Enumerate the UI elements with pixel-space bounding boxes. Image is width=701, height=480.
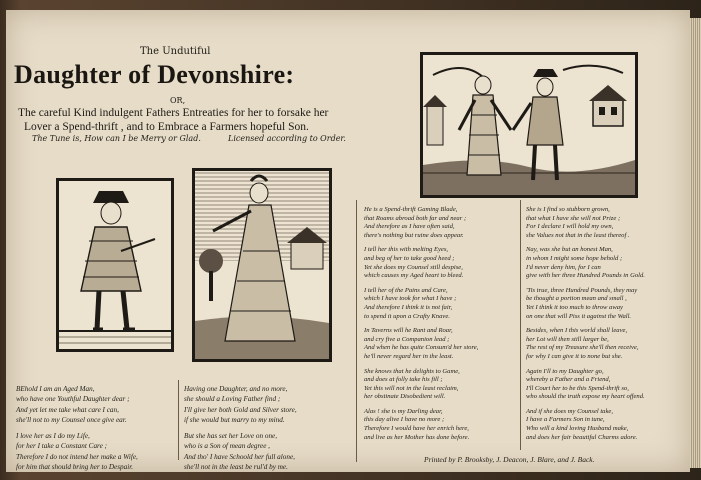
verse-line: and cry five a Companion lead ; [364,335,450,343]
verse-line: He is a Spend-thrift Gaming Blade, [364,206,458,213]
verse-line: The rest of my Treasure she'll then receive, [526,344,639,352]
lady-woodcut-drawing [195,171,329,359]
verse-line: Therefore I would have her enrich here, [364,425,469,433]
verse-line: I love her as I do my Life, [16,432,90,441]
couple-woodcut [420,52,638,198]
license-note: Licensed according to Order. [228,134,346,143]
verse-line: that what I have she will not Prize ; [526,214,621,222]
verse-line: She is I find so stubborn grown, [526,206,610,213]
verse-line: Yet she does my Counsel still despise, [364,263,463,271]
verse-line: And therefore as I have often said, [364,223,455,231]
verse-column-3 [364,206,478,442]
verse-line: Again I'll to my Daughter go, [526,367,604,375]
verse-line: Therefore I do not intend her make a Wife, [16,452,138,461]
verse-line: she'll not in the least be rul'd by me. [184,463,288,472]
verse-line: and beg of her to take good heed ; [364,254,455,262]
verse-line: she should a Loving Father find ; [184,395,281,404]
lady-woodcut [192,168,332,362]
verse-line: for him that should bring her to Despair. [16,463,134,472]
verse-line: In Taverns will he Rant and Roar, [364,327,453,335]
verse-line: And tho' I have Schoold her full alone, [184,452,295,461]
page-title: Daughter of Devonshire: [14,60,295,89]
verse-line: he'll never regard her in the least. [364,352,454,360]
column-divider [356,200,357,462]
verse-line: And yet let me take what care I can, [16,405,119,414]
verse-line: her Lot will then still larger be, [526,335,609,343]
verse-column-1 [16,384,138,472]
verse-line: which causes my Aged heart to bleed. [364,272,464,280]
verse-line: for why I can give it to none but she. [526,352,623,360]
subtitle [18,106,378,134]
verse-line: her obstinate Disobedient will. [364,393,446,401]
verse-line: be thought a portion mean and small , [526,295,627,303]
verse-line: who is a Son of mean degree , [184,442,270,451]
verse-line: Alas ! she is my Darling dear, [364,407,443,415]
verse-line: I'll Court her to be this Spend-thrift so, [526,384,629,392]
verse-line: I have a Farmers Son in tune, [526,416,605,424]
verse-line: give with her three Hundred Pounds in Gold. [526,272,645,280]
verse-line: this day alive I have no more ; [364,416,445,424]
verse-line: Besides, when I this world shall leave, [526,327,628,335]
verse-line: Yet this will not in the least reclaim, [364,384,459,392]
verse-line: But she has set her Love on one, [184,432,278,441]
verse-line: she Values not that in the least thereof . [526,231,630,239]
title-prefix: The Undutiful [140,46,211,57]
imprint: Printed by P. Brooksby, J. Deacon, J. Blare, and J. Back. [424,455,595,464]
verse-line: and does her fair beautiful Charms adore. [526,433,638,441]
verse-line: And when he has quite Consum'd her store, [364,344,479,352]
verse-line: She knows that he delights to Game, [364,367,460,375]
subtitle-line-2: Lover a Spend-thrift , and to Embrace a Farmers hopeful Son. [24,121,309,133]
verse-line: For I declare I will hold my own, [526,223,614,231]
column-divider [520,200,521,450]
verse-line: Nay, was she but an honest Man, [526,246,613,254]
verse-line: who have one Youthful Daughter dear ; [16,395,130,404]
verse-line: And if she does my Counsel take, [526,407,613,415]
verse-line: if she would but marry to my mind. [184,415,285,424]
verse-line: to spend it upon a Crafty Knave. [364,312,450,320]
verse-line: and does at folly take his fill ; [364,376,443,384]
verse-line: 'Tis true, three Hundred Pounds, they may [526,286,638,294]
verse-line: that Roams abroad both far and near ; [364,214,467,222]
couple-woodcut-drawing [423,55,635,195]
gentleman-woodcut-drawing [59,181,171,349]
tune-note: The Tune is, How can I be Merry or Glad. [32,134,201,143]
verse-line: Yet I think it too much to throw away [526,303,623,311]
verse-line: And therefore I think it is not fair, [364,303,453,311]
verse-line: I'll give her both Gold and Silver store, [184,405,297,414]
verse-line: Having one Daughter, and no more, [184,385,288,393]
or-separator: OR, [170,96,186,105]
verse-line: for her I take a Constant Care ; [16,442,107,451]
verse-line: in whom I might some hope behold ; [526,254,623,262]
verse-line: which I have took for what I have ; [364,295,457,303]
verse-column-2 [184,384,297,472]
verse-line: who should the truth expose my heart offend. [526,393,645,401]
verse-line: there's nothing but ruine does appear. [364,231,464,239]
column-divider [178,380,179,460]
verse-line: and live as her Mother has done before. [364,433,470,441]
gentleman-woodcut [56,178,174,352]
verse-line: she'll not to my Counsel once give ear. [16,415,127,424]
verse-line: BEhold I am an Aged Man, [16,385,95,393]
verse-line: on one that will Piss it against the Wall. [526,312,632,320]
verse-line: I'd never deny him, for I can [526,263,601,271]
verse-line: Who will a kind loving Husband make, [526,425,629,433]
verse-line: I tell her this with melting Eyes, [364,246,449,254]
verse-column-4 [526,206,645,442]
verse-line: I tell her of the Pains and Care, [364,286,448,294]
subtitle-line-1: The careful Kind indulgent Fathers Entreaties for her to forsake her [18,107,329,119]
verse-line: whereby a Father and a Friend, [526,376,611,384]
